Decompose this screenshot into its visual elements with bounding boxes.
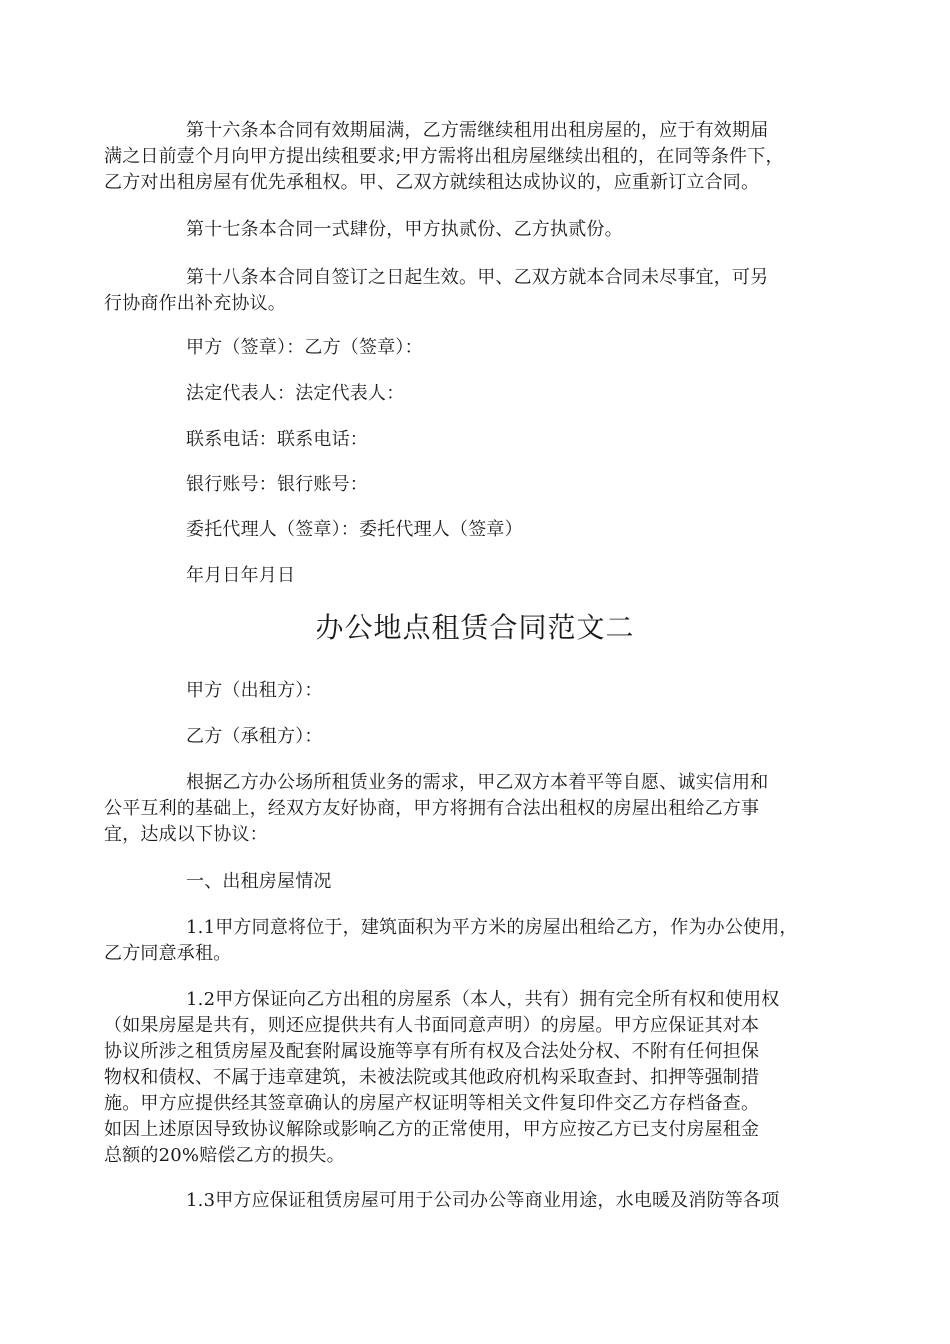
section-1-heading-text: 一、出租房屋情况 — [186, 871, 332, 892]
signature-parties-text: 甲方（签章）：乙方（签章）： — [186, 337, 423, 358]
date-text: 年月日年月日 — [186, 565, 296, 586]
party-b-text: 乙方（承租方）： — [186, 726, 323, 747]
article-17-line: 第十七条本合同一式肆份，甲方执贰份、乙方执贰份。 — [186, 219, 623, 240]
clause-1-2-line-4: 物权和债权、不属于违章建筑，未被法院或其他政府机构采取查封、扣押等强制措 — [104, 1067, 760, 1088]
section-1-heading — [104, 869, 864, 895]
clause-1-1-paragraph — [104, 915, 864, 967]
article-18-paragraph — [104, 265, 864, 317]
article-16-line-2: 满之日前壹个月向甲方提出续租要求;甲方需将出租房屋继续出租的，在同等条件下， — [104, 146, 784, 167]
clause-1-1-line-2: 乙方同意承租。 — [104, 943, 232, 964]
document-title: 办公地点租赁合同范文二 — [315, 611, 635, 644]
clause-1-2-line-3: 协议所涉之租赁房屋及配套附属设施等享有所有权及合法处分权、不附有任何担保 — [104, 1041, 760, 1062]
contact-phone-text: 联系电话：联系电话： — [186, 429, 368, 450]
preamble-paragraph — [104, 770, 864, 848]
authorized-agent-line — [104, 517, 864, 543]
bank-account-text: 银行账号：银行账号： — [186, 474, 368, 495]
party-a-line — [104, 678, 864, 704]
article-18-line-1: 第十八条本合同自签订之日起生效。甲、乙双方就本合同未尽事宜，可另 — [186, 267, 769, 288]
article-16-paragraph — [104, 118, 864, 196]
clause-1-2-line-6: 如因上述原因导致协议解除或影响乙方的正常使用，甲方应按乙方已支付房屋租金 — [104, 1119, 760, 1140]
preamble-line-2: 公平互利的基础上，经双方友好协商，甲方将拥有合法出租权的房屋出租给乙方事 — [104, 798, 760, 819]
party-a-text: 甲方（出租方）： — [186, 680, 323, 701]
party-b-line — [104, 724, 864, 750]
preamble-line-1: 根据乙方办公场所租赁业务的需求，甲乙双方本着平等自愿、诚实信用和 — [186, 772, 769, 793]
preamble-line-3: 宜，达成以下协议： — [104, 824, 268, 845]
clause-1-3-paragraph — [104, 1188, 864, 1214]
clause-1-2-line-5: 施。甲方应提供经其签章确认的房屋产权证明等相关文件复印件交乙方存档备查。 — [104, 1093, 760, 1114]
clause-1-3-line-1: 1.3甲方应保证租赁房屋可用于公司办公等商业用途，水电暖及消防等各项 — [186, 1190, 780, 1211]
clause-1-2-line-7: 总额的20%赔偿乙方的损失。 — [104, 1145, 345, 1166]
legal-representative-line — [104, 381, 864, 407]
article-18-line-2: 行协商作出补充协议。 — [104, 293, 286, 314]
signature-parties-line — [104, 335, 864, 361]
clause-1-2-paragraph — [104, 987, 864, 1169]
clause-1-2-line-2: （如果房屋是共有，则还应提供共有人书面同意声明）的房屋。甲方应保证其对本 — [104, 1015, 760, 1036]
article-16-line-1: 第十六条本合同有效期届满，乙方需继续租用出租房屋的，应于有效期届 — [186, 120, 769, 141]
article-16-line-3: 乙方对出租房屋有优先承租权。甲、乙双方就续租达成协议的，应重新订立合同。 — [104, 172, 760, 193]
legal-representative-text: 法定代表人：法定代表人： — [186, 383, 405, 404]
bank-account-line — [104, 472, 864, 498]
authorized-agent-text: 委托代理人（签章）：委托代理人（签章） — [186, 519, 523, 540]
contact-phone-line — [104, 427, 864, 453]
article-17-paragraph — [104, 217, 864, 243]
clause-1-2-line-1: 1.2甲方保证向乙方出租的房屋系（本人，共有）拥有完全所有权和使用权 — [186, 989, 780, 1010]
date-line — [104, 563, 864, 589]
clause-1-1-line-1: 1.1甲方同意将位于，建筑面积为平方米的房屋出租给乙方，作为办公使用， — [186, 917, 798, 938]
